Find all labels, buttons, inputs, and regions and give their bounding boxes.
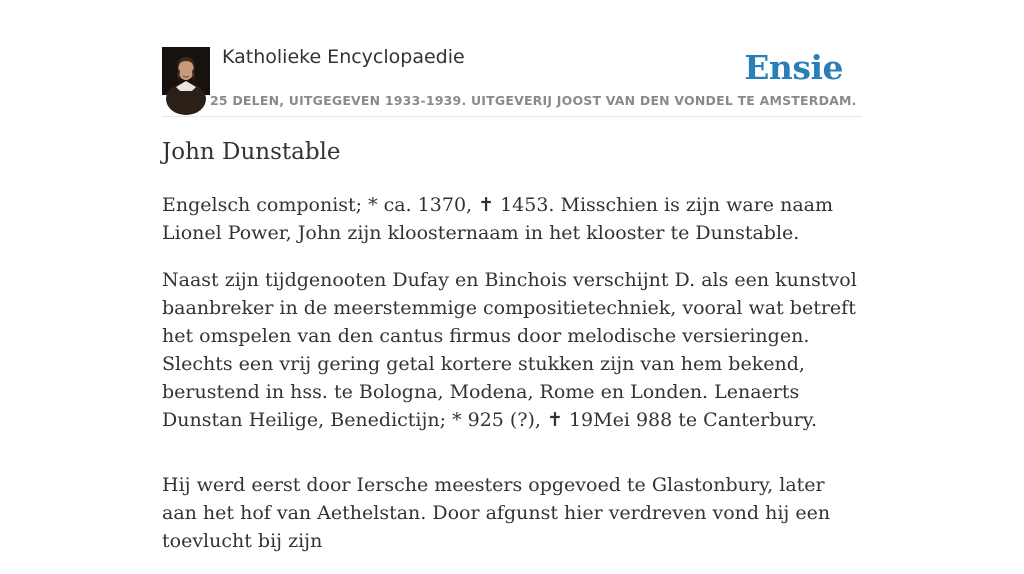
article-title: John Dunstable [162,139,341,165]
article-paragraph: Hij werd eerst door Iersche meesters opgevoed te Glastonbury, later aan het hof van Aethelstan. Door afgunst hier verdreven vond hij een toevlucht bij zijn [162,474,831,552]
source-subtitle: 25 DELEN, UITGEGEVEN 1933-1939. UITGEVERIJ JOOST VAN DEN VONDEL TE AMSTERDAM. [210,93,857,108]
ensie-logo[interactable]: Ensie [744,48,843,87]
article-paragraph: Engelsch componist; * ca. 1370, ✝ 1453. Misschien is zijn ware naam Lionel Power, John zijn kloosternaam in het klooster te Dunstable. [162,194,834,244]
article-body [162,191,862,574]
source-title[interactable]: Katholieke Encyclopaedie [222,46,465,68]
portrait-avatar-icon[interactable] [162,47,210,95]
source-header [162,44,862,117]
article-paragraph: Naast zijn tijdgenooten Dufay en Binchois verschijnt D. als een kunstvol baanbreker in de meerstemmige compositietechniek, vooral wat betreft het omspelen van den cantus firmus door melodische versieringen. Slechts een vrij gering getal kortere stukken zijn van hem bekend, berustend in hss. te Bologna, Modena, Rome en Londen. Lenaerts Dunstan Heilige, Benedictijn; * 925 (?), ✝ 19Mei 988 te Canterbury. [162,269,857,431]
